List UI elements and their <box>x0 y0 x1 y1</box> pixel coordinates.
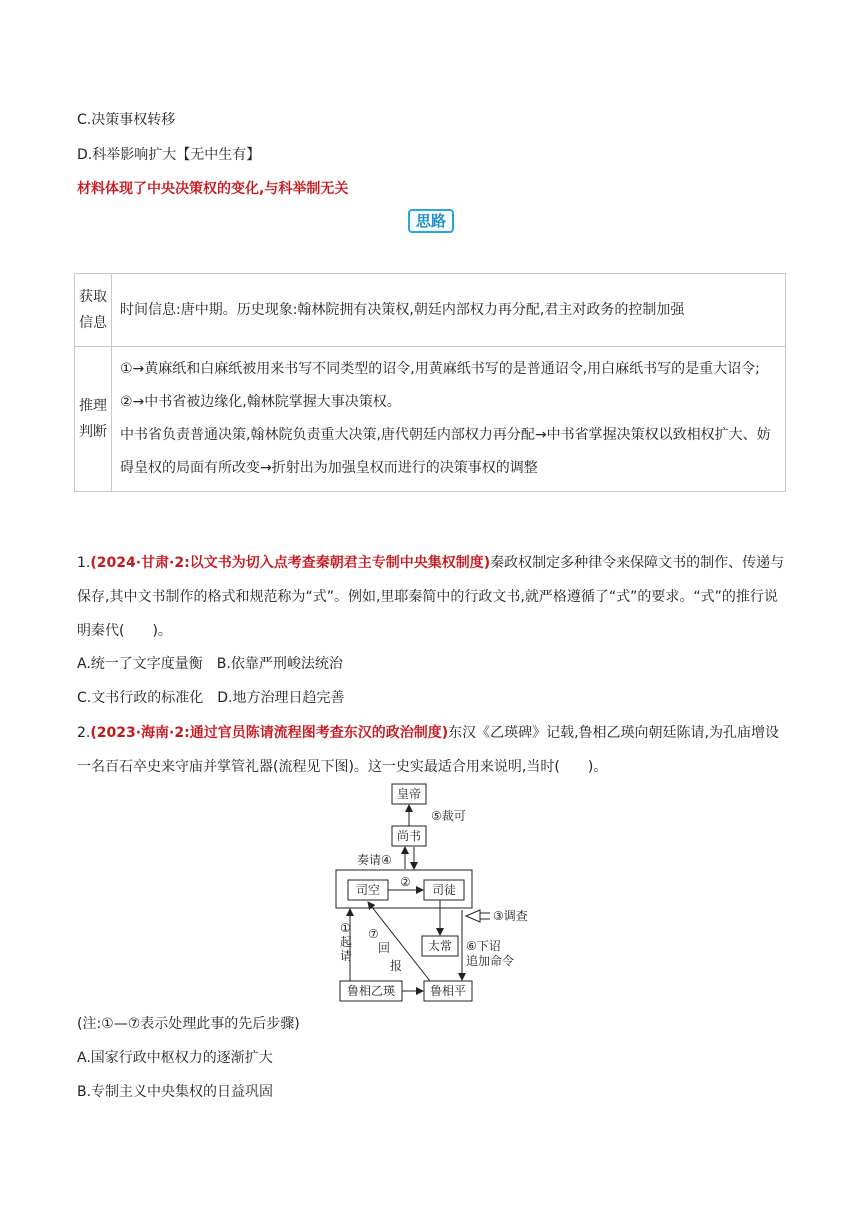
step1-char2: 请 <box>340 949 353 963</box>
table-row <box>75 274 786 347</box>
option-d-prev <box>77 145 260 165</box>
option-d-text: D.科举影响扩大 <box>77 147 177 163</box>
analysis-table <box>74 273 786 492</box>
step7-char1: 回 <box>378 941 391 955</box>
step1-char1: 起 <box>340 935 353 949</box>
step1-num: ① <box>340 921 351 935</box>
option-c-prev: C.决策事权转移 <box>77 112 176 128</box>
q2-stem: 东汉《乙瑛碑》记载,鲁相乙瑛向朝廷陈请,为孔庙增设一名百石卒史来守庙并掌管礼器(流程见下图)。这一史实最适合用来说明,当时( )。 <box>77 725 780 775</box>
q2-option-b: B.专制主义中央集权的日益巩固 <box>77 1084 274 1100</box>
step6-line2: 追加命令 <box>466 954 515 968</box>
step7-char2: 报 <box>390 959 403 973</box>
q1-source: (2024·甘肃·2:以文书为切入点考查秦朝君主专制中央集权制度) <box>90 555 491 571</box>
row-head-get-info: 获取信息 <box>75 274 112 347</box>
q2-note: (注:①—⑦表示处理此事的先后步骤) <box>77 1016 300 1032</box>
q1-options-row1: A.统一了文字度量衡 B.依靠严刑峻法统治 <box>77 656 343 672</box>
row-head-reasoning: 推理判断 <box>75 347 112 492</box>
label-sikong: 司空 <box>355 883 381 897</box>
q2-option-a: A.国家行政中枢权力的逐渐扩大 <box>77 1050 273 1066</box>
row-body-reasoning <box>112 347 786 492</box>
q2-source: (2023·海南·2:通过官员陈请流程图考查东汉的政治制度) <box>90 725 449 741</box>
label-lu-yiying: 鲁相乙瑛 <box>346 984 396 998</box>
row-body-get-info: 时间信息:唐中期。历史现象:翰林院拥有决策权,朝廷内部权力再分配,君主对政务的控制加强 <box>112 274 786 347</box>
q1-number: 1. <box>77 555 91 571</box>
thinking-badge: 思路 <box>408 209 454 233</box>
option-d-tag: 【无中生有】 <box>176 147 261 163</box>
question-2 <box>77 716 787 784</box>
reasoning-line: ②→中书省被边缘化,翰林院掌握大事决策权。 <box>120 394 401 410</box>
reasoning-line: ①→黄麻纸和白麻纸被用来书写不同类型的诏令,用黄麻纸书写的是普通诏令,用白麻纸书写的是重大诏令; <box>120 361 760 377</box>
step2-label: ② <box>400 875 411 889</box>
label-emperor: 皇帝 <box>396 787 422 801</box>
step3-label: ③调查 <box>493 909 528 923</box>
q2-number: 2. <box>77 725 91 741</box>
label-situ: 司徒 <box>431 883 457 897</box>
reasoning-line: 中书省负责普通决策,翰林院负责重大决策,唐代朝廷内部权力再分配→中书省掌握决策权以致相权扩大、妨碍皇权的局面有所改变→折射出为加强皇权而进行的决策事权的调整 <box>120 427 771 476</box>
petition-flowchart <box>330 780 530 1005</box>
step7-num: ⑦ <box>368 927 379 941</box>
label-lu-ping: 鲁相平 <box>429 984 467 998</box>
step6-line1: ⑥下诏 <box>466 939 501 953</box>
q1-options-row2: C.文书行政的标准化 D.地方治理日趋完善 <box>77 690 345 706</box>
step5-label: ⑤裁可 <box>431 809 466 823</box>
analysis-note: 材料体现了中央决策权的变化,与科举制无关 <box>77 181 349 197</box>
question-1 <box>77 546 787 648</box>
step4-label: 奏请④ <box>357 853 392 867</box>
q1-stem: 秦政权制定多种律令来保障文书的制作、传递与保存,其中文书制作的格式和规范称为“式”。例如,里耶秦简中的行政文书,就严格遵循了“式”的要求。“式”的推行说明秦代( )。 <box>77 555 785 639</box>
label-shangshu: 尚书 <box>396 829 422 843</box>
label-taichang: 太常 <box>427 939 453 953</box>
arrow-investigate <box>466 910 480 922</box>
table-row <box>75 347 786 492</box>
